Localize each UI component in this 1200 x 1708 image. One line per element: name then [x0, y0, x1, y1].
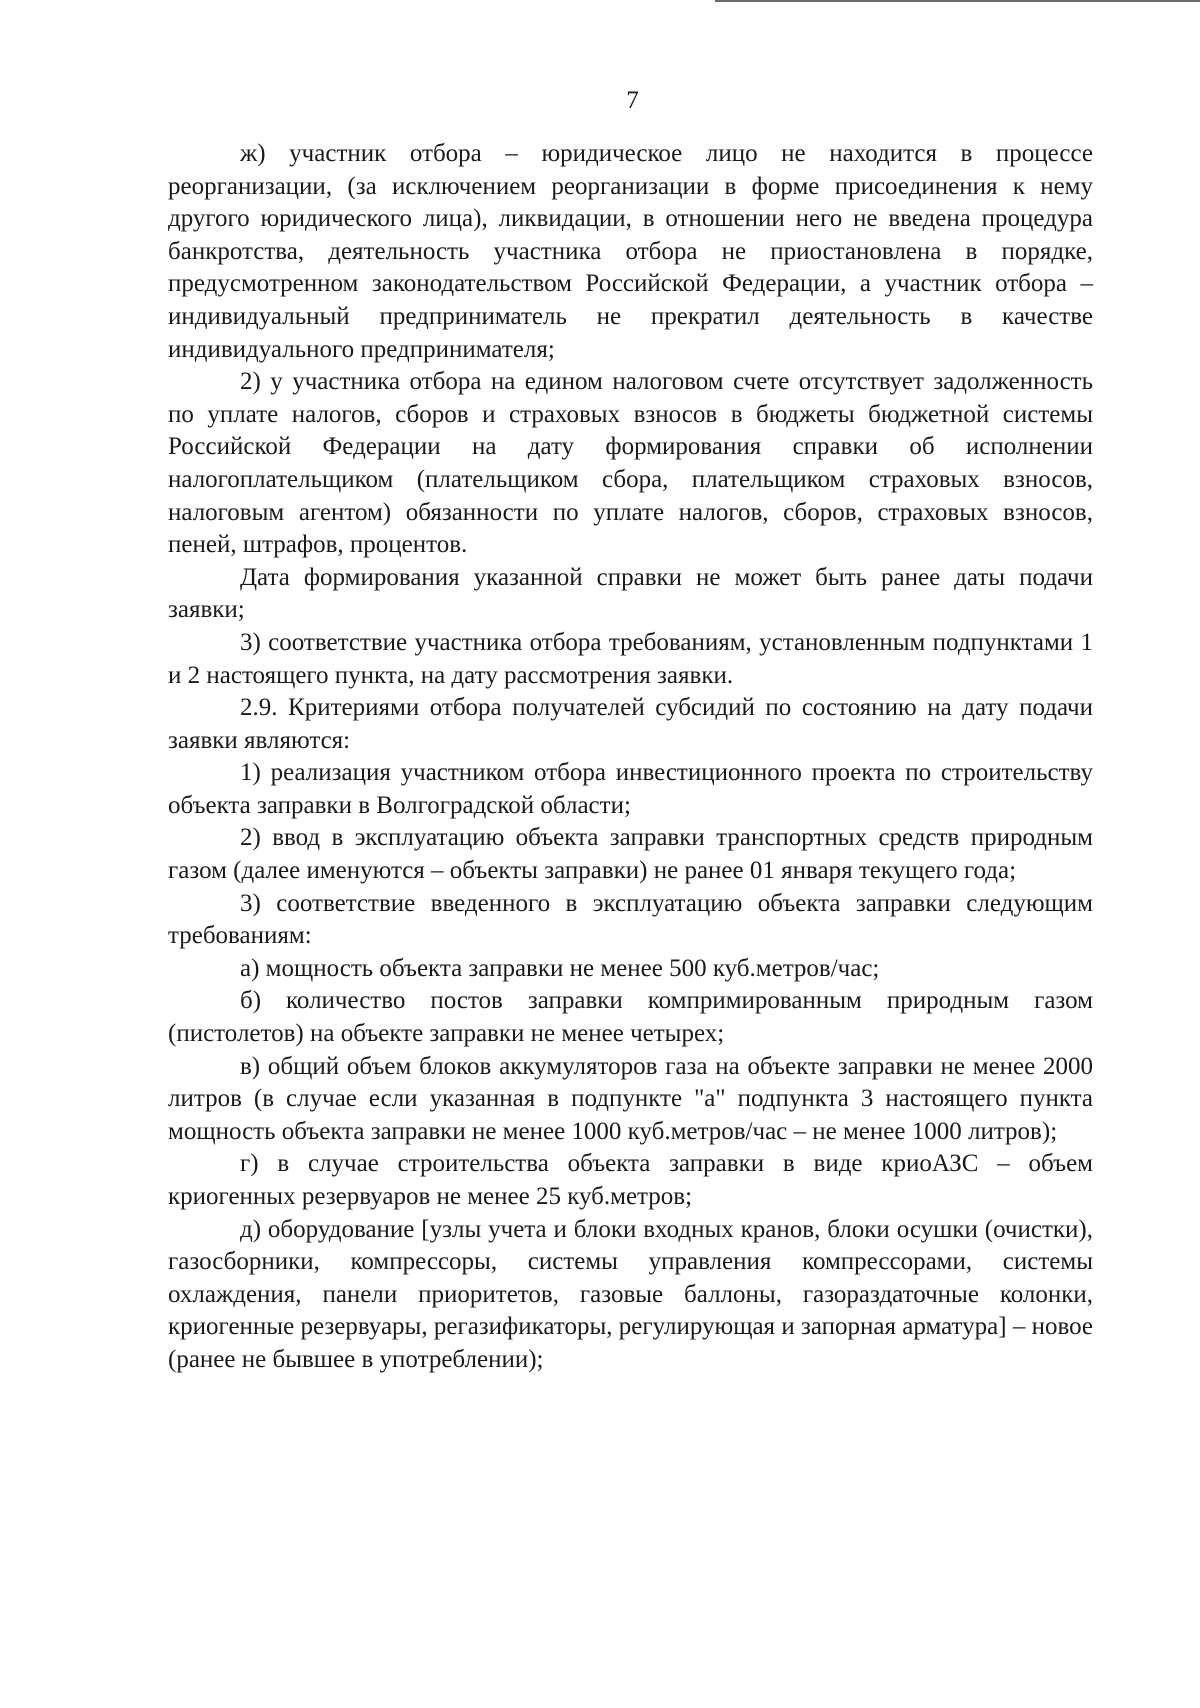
- paragraph-item-2-tax-debt: 2) у участника отбора на едином налоговом счете отсутствует задолженность по уплате налогов, сборов и страховых взносов в бюджеты бюджетной системы Российской Федерации на дату формирования справки об исполнении налогоплательщиком (плательщиком сбора, плательщиком страховых взносов, налоговым агентом) обязанности по уплате налогов, сборов, страховых взносов, пеней, штрафов, процентов.: [168, 368, 1093, 559]
- paragraph-zh: ж) участник отбора – юридическое лицо не находится в процессе реорганизации, (за исключением реорганизации в форме присоединения к нему другого юридического лица), ликвидации, в отношении него не введена процедура банкротства, деятельность участника отбора не приостановлена в порядке, предусмотренном законодательством Российской Федерации, а участник отбора – индивидуальный предприниматель не прекратил деятельность в качестве индивидуального предпринимателя;: [168, 140, 1093, 363]
- page-number: 7: [626, 87, 639, 114]
- paragraph-requirement-d: д) оборудование [узлы учета и блоки входных кранов, блоки осушки (очистки), газосборники, компрессоры, системы управления компрессорами, системы охлаждения, панели приоритетов, газовые баллоны, газораздаточные колонки, криогенные резервуары, регазификаторы, регулирующая и запорная арматура] – новое (ранее не бывшее в употреблении);: [168, 1215, 1093, 1373]
- paragraph-requirement-v: в) общий объем блоков аккумуляторов газа на объекте заправки не менее 2000 литров (в случае если указанная в подпункте "а" подпункта 3 настоящего пункта мощность объекта заправки не менее 1000 куб.метров/час – не менее 1000 литров);: [168, 1052, 1093, 1145]
- paragraph-criterion-3: 3) соответствие введенного в эксплуатацию объекта заправки следующим требованиям:: [168, 889, 1093, 950]
- paragraph-section-2-9: 2.9. Критериями отбора получателей субсидий по состоянию на дату подачи заявки являются:: [168, 694, 1093, 754]
- scan-edge-line: [715, 0, 1200, 2]
- paragraph-criterion-1: 1) реализация участником отбора инвестиционного проекта по строительству объекта заправки в Волгоградской области;: [168, 759, 1093, 819]
- paragraph-item-3-compliance: 3) соответствие участника отбора требованиям, установленным подпунктами 1 и 2 настоящего пункта, на дату рассмотрения заявки.: [168, 628, 1093, 689]
- document-body: [168, 138, 1093, 1377]
- paragraph-requirement-g: г) в случае строительства объекта заправки в виде криоАЗС – объем криогенных резервуаров не менее 25 куб.метров;: [168, 1150, 1093, 1210]
- paragraph-requirement-a: а) мощность объекта заправки не менее 500 куб.метров/час;: [240, 954, 880, 982]
- paragraph-certificate-date: Дата формирования указанной справки не может быть ранее даты подачи заявки;: [168, 563, 1093, 624]
- paragraph-requirement-b: б) количество постов заправки компримированным природным газом (пистолетов) на объекте заправки не менее четырех;: [168, 987, 1093, 1048]
- paragraph-criterion-2: 2) ввод в эксплуатацию объекта заправки транспортных средств природным газом (далее именуются – объекты заправки) не ранее 01 января текущего года;: [168, 824, 1093, 885]
